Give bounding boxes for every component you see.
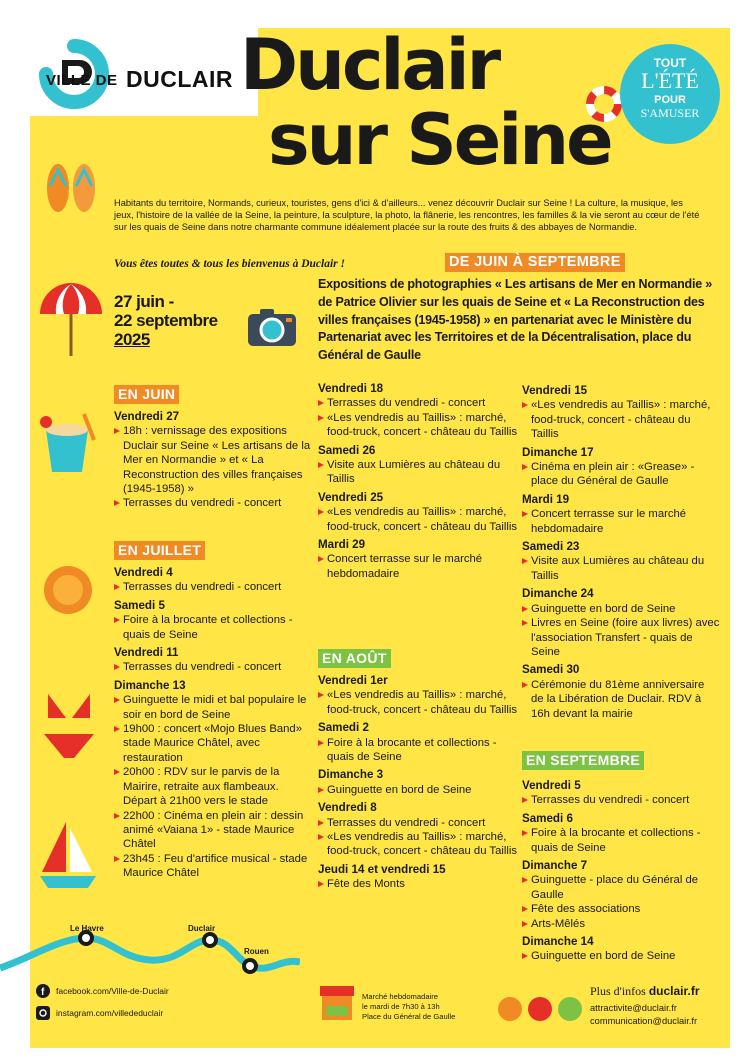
- badge-samuser: S'AMUSER: [640, 106, 700, 120]
- event-date: Samedi 30: [522, 663, 580, 677]
- event-item: 22h00 : Cinéma en plein air : dessin animé «Vaiana 1» - stade Maurice Châtel: [114, 809, 314, 852]
- band-juin: EN JUIN: [114, 385, 179, 404]
- title-line2: sur Seine: [268, 99, 611, 181]
- event-date: Samedi 5: [114, 598, 165, 612]
- event-item: «Les vendredis au Taillis» : marché, food-truck, concert - château du Taillis: [318, 830, 518, 859]
- summer-badge: [620, 44, 720, 144]
- market-info: [362, 992, 455, 1022]
- event-item: Foire à la brocante et collections - quais de Seine: [114, 613, 314, 642]
- event-item: «Les vendredis au Taillis» : marché, food-truck, concert - château du Taillis: [522, 398, 720, 441]
- event-item: Arts-Mêlés: [522, 917, 720, 931]
- event-item: Guinguette en bord de Seine: [318, 783, 518, 797]
- event-item: Guinguette en bord de Seine: [522, 949, 720, 963]
- map-label-rouen: Rouen: [244, 947, 269, 956]
- column-aout: [318, 670, 518, 892]
- event-date: Jeudi 14 et vendredi 15: [318, 862, 446, 876]
- event-item: Terrasses du vendredi - concert: [318, 396, 518, 410]
- logo-box: [30, 28, 258, 116]
- event-date: Samedi 23: [522, 540, 580, 554]
- date-year: 2025: [114, 330, 150, 349]
- event-date: Vendredi 11: [114, 646, 179, 660]
- event-item: Cérémonie du 81ème anniversaire de la Libération de Duclair. RDV à 16h devant la mairie: [522, 678, 720, 721]
- column-septembre: [522, 775, 720, 964]
- event-item: Terrasses du vendredi - concert: [114, 580, 314, 594]
- band-aout: EN AOÛT: [318, 649, 391, 668]
- event-item: Guinguette - place du Général de Gaulle: [522, 873, 720, 902]
- sand-bucket-icon: [36, 410, 98, 476]
- map-label-havre: Le Havre: [70, 924, 104, 933]
- event-date: Mardi 19: [522, 492, 570, 506]
- event-date: Mardi 29: [318, 538, 366, 552]
- event-date: Samedi 26: [318, 443, 376, 457]
- swimsuit-icon: [40, 686, 98, 762]
- event-date: Samedi 2: [318, 721, 369, 735]
- event-item: 23h45 : Feu d'artifice musical - stade Maurice Châtel: [114, 852, 314, 881]
- info-site[interactable]: duclair.fr: [648, 984, 700, 998]
- event-item: Foire à la brocante et collections - quais de Seine: [522, 826, 720, 855]
- event-date: Vendredi 5: [522, 779, 581, 792]
- event-item: Concert terrasse sur le marché hebdomadaire: [318, 552, 518, 581]
- event-item: Guinguette le midi et bal populaire le soir en bord de Seine: [114, 693, 314, 722]
- event-item: Fête des Monts: [318, 877, 518, 891]
- event-item: Terrasses du vendredi - concert: [114, 496, 314, 510]
- event-item: Visite aux Lumières au château du Taillis: [522, 554, 720, 583]
- event-item: Fête des associations: [522, 902, 720, 916]
- sailboat-icon: [36, 818, 100, 892]
- event-item: Concert terrasse sur le marché hebdomadaire: [522, 507, 720, 536]
- sun-icon: [36, 558, 100, 622]
- logo-duclair-text: DUCLAIR: [126, 66, 233, 92]
- column-juin: [114, 406, 314, 511]
- date-start: 27 juin -: [114, 292, 174, 311]
- event-date: Dimanche 7: [522, 859, 588, 873]
- band-juillet: EN JUILLET: [114, 541, 205, 560]
- instagram-link[interactable]: instagram.com/villededuclair: [56, 1008, 164, 1018]
- badge-ete: L'ÉTÉ: [641, 68, 699, 93]
- event-item: «Les vendredis au Taillis» : marché, food-truck, concert - château du Taillis: [318, 505, 518, 534]
- svg-text:f: f: [41, 987, 45, 998]
- expo-text: Expositions de photographies « Les artisans de Mer en Normandie » de Patrice Olivier sur les quais de Seine et « La Reconstruction des villes françaises (1945-1958) » en partenariat avec le Ministère du Partenariat avec les Territoires et de la Décentralisation, place du Général de Gaulle: [318, 277, 713, 363]
- intro-text: Habitants du territoire, Normands, curieux, touristes, gens d'ici & d'ailleurs... venez découvrir Duclair sur Seine ! La culture, la musique, les jeux, l'histoire de la vallée de la Seine, la peinture, la sculpture, la photo, la flânerie, les rencontres, les familles & la vie seront au cœur de l'été sur les quais de Seine dans notre charmante commune idéalement placée sur la route des fruits & des abbayes de Normandie.: [114, 198, 700, 233]
- event-date: Dimanche 17: [522, 445, 594, 459]
- badge-tout: TOUT: [653, 56, 687, 70]
- info-title: [590, 984, 700, 999]
- event-date: Vendredi 15: [522, 384, 588, 397]
- market-line2: le mardi de 7h30 à 13h: [362, 1002, 440, 1011]
- lifebuoy-icon: [586, 86, 622, 122]
- event-date: Vendredi 27: [114, 410, 180, 423]
- column-juin-juillet-2: [318, 378, 518, 581]
- badge-pour: POUR: [654, 94, 686, 106]
- instagram-icon[interactable]: [36, 1006, 50, 1020]
- event-date: Dimanche 24: [522, 587, 594, 601]
- event-item: «Les vendredis au Taillis» : marché, food-truck, concert - château du Taillis: [318, 688, 518, 717]
- camera-icon: [246, 306, 298, 348]
- event-date: Vendredi 1er: [318, 674, 388, 687]
- event-date: Dimanche 3: [318, 768, 384, 782]
- event-dates: [114, 292, 218, 349]
- facebook-link[interactable]: facebook.com/Ville-de-Duclair: [56, 986, 169, 996]
- event-item: Terrasses du vendredi - concert: [114, 660, 314, 674]
- event-item: Guinguette en bord de Seine: [522, 602, 720, 616]
- event-item: Visite aux Lumières au château du Taillis: [318, 458, 518, 487]
- event-date: Dimanche 13: [114, 678, 186, 692]
- event-date: Vendredi 8: [318, 801, 377, 815]
- event-item: Terrasses du vendredi - concert: [318, 816, 518, 830]
- umbrella-icon: [36, 280, 106, 360]
- partner-logos: [496, 994, 586, 1024]
- market-line3: Place du Général de Gaulle: [362, 1012, 456, 1021]
- band-septembre: EN SEPTEMBRE: [522, 751, 644, 770]
- info-email2[interactable]: communication@duclair.fr: [590, 1016, 698, 1026]
- column-aout-2: [522, 380, 720, 721]
- event-item: 20h00 : RDV sur le parvis de la Mairire, retraite aux flambeaux. Départ à 21h00 vers le stade: [114, 765, 314, 808]
- flip-flops-icon: [40, 156, 102, 218]
- event-date: Vendredi 4: [114, 566, 173, 579]
- info-email1[interactable]: attractivite@duclair.fr: [590, 1003, 677, 1013]
- event-item: 18h : vernissage des expositions Duclair sur Seine « Les artisans de la Mer en Normandie » et « La Reconstruction des villes françaises (1945-1958) »: [114, 424, 314, 496]
- event-item: Cinéma en plein air : «Grease» - place du Général de Gaulle: [522, 460, 720, 489]
- market-line1: Marché hebdomadaire: [362, 992, 438, 1001]
- band-juin-septembre: DE JUIN À SEPTEMBRE: [445, 253, 625, 272]
- column-juillet: [114, 562, 314, 881]
- event-date: Vendredi 18: [318, 382, 384, 395]
- logo-ville-text: VILLE DE: [46, 72, 118, 89]
- market-stall-icon: [318, 984, 356, 1024]
- event-date: Samedi 6: [522, 811, 573, 825]
- map-label-duclair: Duclair: [188, 924, 216, 933]
- title-line1: Duclair: [240, 24, 499, 106]
- welcome-text: Vous êtes toutes & tous les bienvenus à Duclair !: [114, 258, 345, 270]
- info-prefix: Plus d'infos: [590, 984, 646, 998]
- event-item: 19h00 : concert «Mojo Blues Band» stade Maurice Châtel, avec restauration: [114, 722, 314, 765]
- event-item: Foire à la brocante et collections - quais de Seine: [318, 736, 518, 765]
- event-item: «Les vendredis au Taillis» : marché, food-truck, concert - château du Taillis: [318, 411, 518, 440]
- event-date: Vendredi 25: [318, 490, 384, 504]
- event-item: Terrasses du vendredi - concert: [522, 793, 720, 807]
- event-date: Dimanche 14: [522, 935, 594, 949]
- date-end: 22 septembre: [114, 311, 218, 330]
- facebook-icon[interactable]: [36, 984, 50, 998]
- event-item: Livres en Seine (foire aux livres) avec l'association Transfert - quais de Seine: [522, 616, 720, 659]
